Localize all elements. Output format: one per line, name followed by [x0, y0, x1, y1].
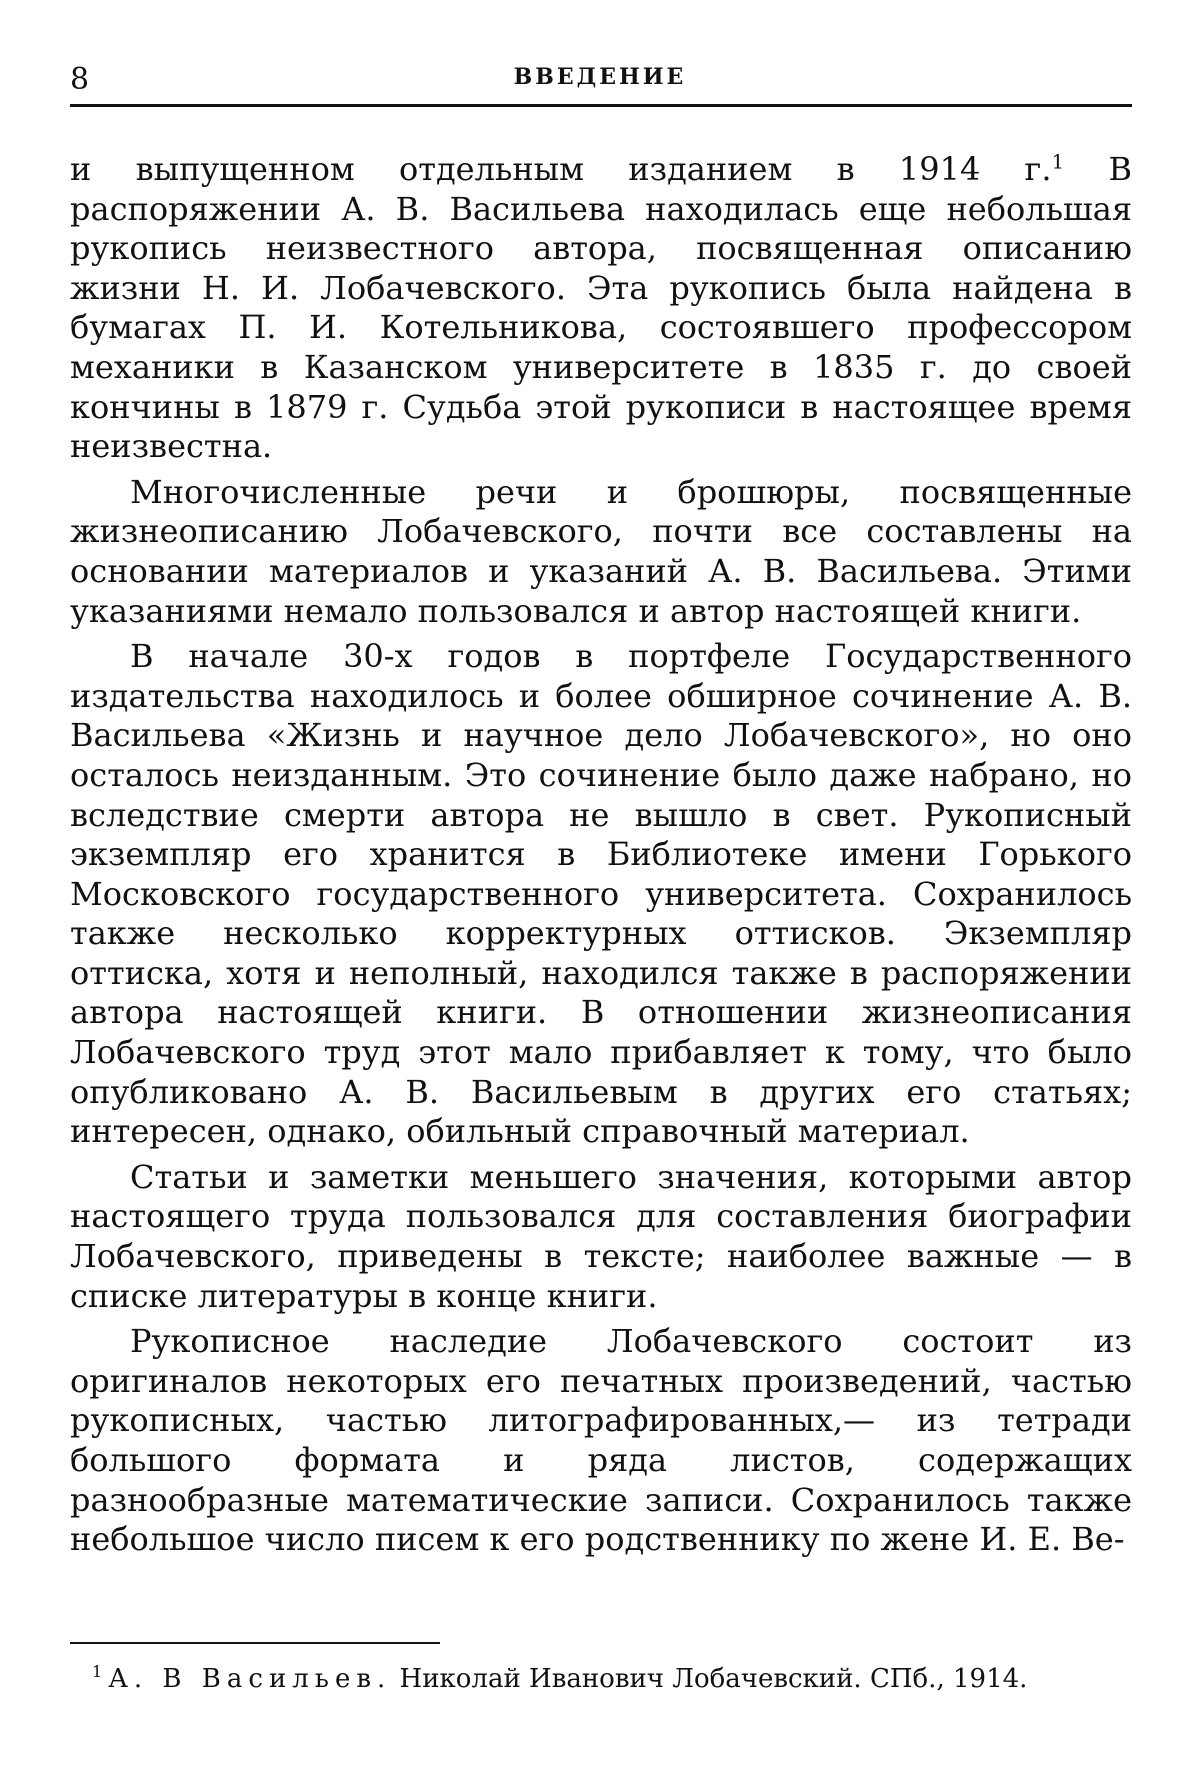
paragraph-3: В начале 30-х годов в портфеле Государственного издательства находилось и более обширное сочинение А. В. Васильева «Жизнь и научное дело Лобачевского», но оно осталось неизданным. Это сочинение было даже набрано, но вследствие смерти автора не вышло в свет. Рукописный экземпляр его хранится в Библиотеке имени Горького Московского государственного университета. Сохранилось также несколько корректурных оттисков. Экземпляр оттиска, хотя и неполный, находился также в распоряжении автора настоящей книги. В отношении жизнеописания Лобачевского труд этот мало прибавляет к тому, что было опубликовано А. В. Васильевым в других его статьях; интересен, однако, обильный справочный материал.	[70, 637, 1132, 1151]
page-number: 8	[70, 62, 90, 97]
paragraph-1	[70, 150, 1132, 467]
footnote	[70, 1662, 1132, 1696]
paragraph-5: Рукописное наследие Лобачевского состоит из оригиналов некоторых его печатных произведений, частью рукописных, частью литографированных,— из тетради большого формата и ряда листов, содержащих разнообразные математические записи. Сохранилось также небольшое число писем к его родственнику по жене И. Е. Ве-	[70, 1322, 1132, 1559]
header-rule	[70, 104, 1132, 107]
footnote-text: Николай Иванович Лобачевский. СПб., 1914.	[391, 1664, 1028, 1694]
page-header	[70, 62, 1130, 102]
footnote-reference: 1	[1051, 149, 1065, 174]
footnote-rule	[70, 1642, 440, 1644]
footnote-mark: 1	[92, 1662, 103, 1682]
running-head: ВВЕДЕНИЕ	[513, 64, 687, 90]
footnote-author: А. В Васильев.	[108, 1664, 392, 1694]
paragraph-2: Многочисленные речи и брошюры, посвященные жизнеописанию Лобачевского, почти все составлены на основании материалов и указаний А. В. Васильева. Этими указаниями немало пользовался и автор настоящей книги.	[70, 472, 1132, 630]
paragraph-1-text: и выпущенном отдельным изданием в 1914 г.	[70, 150, 1052, 188]
paragraph-1-text-after: В распоряжении А. В. Васильева находилась еще небольшая рукопись неизвестного автора, посвященная описанию жизни Н. И. Лобачевского. Эта рукопись была найдена в бумагах П. И. Котельникова, состоявшего профессором механики в Казанском университете в 1835 г. до своей кончины в 1879 г. Судьба этой рукописи в настоящее время неизвестна.	[70, 150, 1133, 466]
paragraph-4: Статьи и заметки меньшего значения, которыми автор настоящего труда пользовался для составления биографии Лобачевского, приведены в тексте; наиболее важные — в списке литературы в конце книги.	[70, 1157, 1132, 1315]
body-text	[70, 150, 1132, 1566]
